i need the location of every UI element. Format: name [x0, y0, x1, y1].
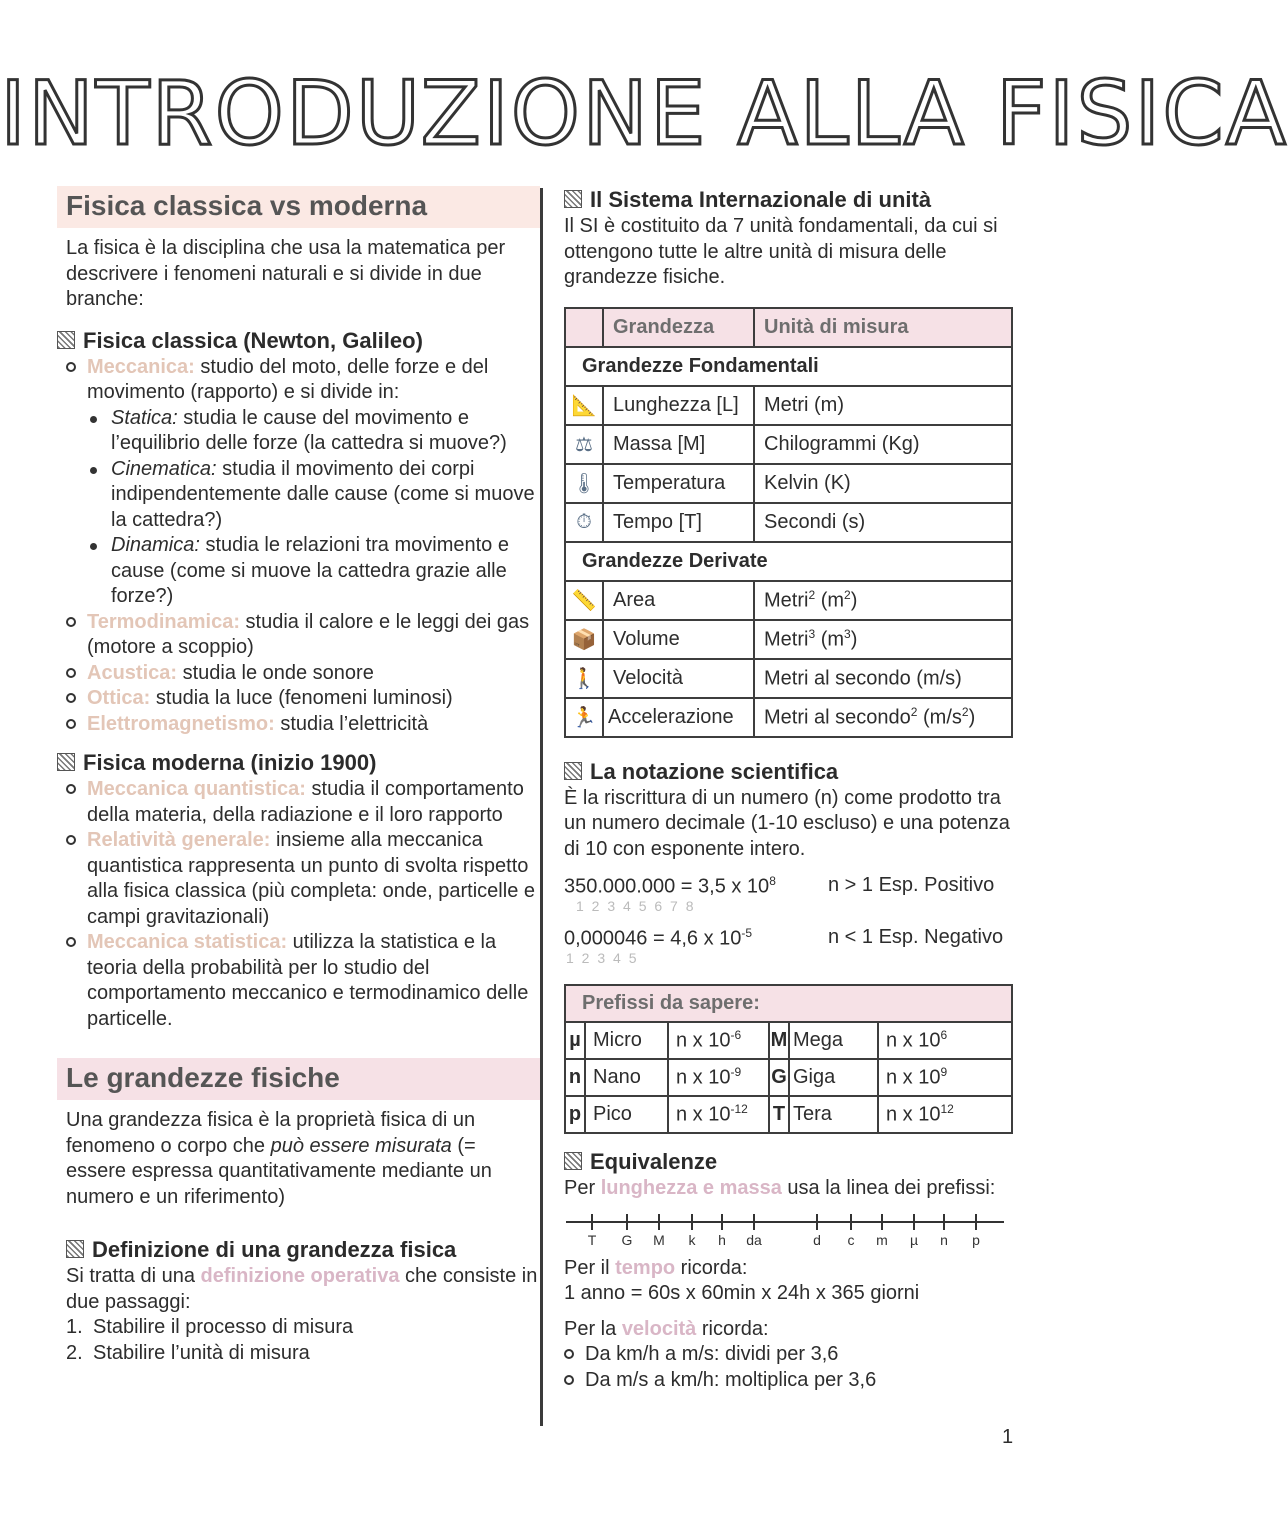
box-icon: 📦 [565, 620, 603, 659]
scale-label: G [621, 1231, 633, 1248]
scale-icon: ⚖ [565, 425, 603, 464]
example-positive-note: n > 1 Esp. Positivo [828, 874, 995, 896]
table-row: ⏱ Tempo [T] Secondi (s) [565, 503, 1012, 542]
column-divider [540, 188, 543, 1426]
subheading-definizione: Definizione di una grandezza fisica [57, 1236, 540, 1264]
page-number: 1 [1002, 1426, 1014, 1448]
scale-label: M [653, 1231, 665, 1248]
scale-label: m [876, 1231, 888, 1248]
square-icon [564, 1152, 582, 1170]
scale-label: k [688, 1231, 696, 1248]
list-item: Meccanica: studio del moto, delle forze e del movimento (rapporto) e si divide in: [57, 355, 540, 406]
square-icon [564, 762, 582, 780]
table-row: 📏 Area Metri$^2$ $(m^2)$ [565, 581, 1012, 620]
ruler-triangle-icon: 📐 [565, 386, 603, 425]
table-row: 📐 Lunghezza [L] Metri (m) [565, 386, 1012, 425]
stopwatch-icon: ⏱ [565, 503, 603, 542]
scale-label: µ [909, 1231, 919, 1248]
list-item: Statica: studia le cause del movimento e l’equilibrio delle forze (la cattedra si muove?) [57, 406, 540, 457]
list-item: Meccanica quantistica: studia il comportamento della materia, della radiazione e il loro rapporto [57, 777, 540, 828]
intro-text: La fisica è la disciplina che usa la matematica per descrivere i fenomeni naturali e si divide in due branche: [66, 237, 506, 310]
si-table [564, 307, 1013, 738]
square-icon [57, 753, 75, 771]
table-section-row: Grandezze Derivate [565, 542, 1012, 581]
walking-icon: 🚶 [565, 659, 603, 698]
example-negative: 0,000046 = 4,6 x $10^{-5}$ [564, 926, 753, 950]
scale-label: n [940, 1231, 948, 1248]
notazione-intro: È la riscrittura di un numero (n) come prodotto tra un numero decimale (1-10 escluso) e una potenza di 10 con esponente intero. [564, 786, 1010, 860]
section-heading-classica-moderna: Fisica classica vs moderna [57, 186, 540, 228]
table-row: 🏃 Accelerazione Metri al secondo$^2$ $(m/s^2)$ [565, 698, 1012, 737]
definizione-text: Si tratta di una definizione operativa che consiste in due passaggi: [66, 1265, 538, 1313]
digit-count: 1 2 3 4 5 6 7 8 [576, 898, 696, 914]
col-grandezza: Grandezza [603, 308, 754, 347]
subheading-notazione: La notazione scientifica [564, 758, 1019, 786]
table-header-row [565, 308, 1012, 347]
list-item: Elettromagnetismo: studia l’elettricità [57, 712, 540, 738]
subheading-fisica-classica: Fisica classica (Newton, Galileo) [57, 327, 540, 355]
scale-label: da [746, 1231, 762, 1248]
example-positive: 350.000.000 = 3,5 x $10^8$ [564, 874, 776, 898]
velocita-text: Per la velocità ricorda: [564, 1317, 769, 1340]
list-item: Termodinamica: studia il calore e le leggi dei gas (motore a scoppio) [57, 610, 540, 661]
square-icon [66, 1240, 84, 1258]
list-item: Ottica: studia la luce (fenomeni luminosi) [57, 686, 540, 712]
list-item: Cinematica: studia il movimento dei corpi indipendentemente dalle cause (come si muove la cattedra?) [57, 457, 540, 534]
section-heading-grandezze: Le grandezze fisiche [57, 1058, 540, 1100]
digit-count: 1 2 3 4 5 [566, 950, 639, 966]
step-item: 1. Stabilire il processo di misura [66, 1316, 354, 1338]
scale-label: h [718, 1231, 726, 1248]
velocita-list [564, 1342, 1019, 1393]
si-intro: Il SI è costituito da 7 unità fondamentali, da cui si ottengono tutte le altre unità di misura delle grandezze fisiche. [564, 215, 998, 288]
table-row: 🌡 Temperatura Kelvin (K) [565, 464, 1012, 503]
list-item: Da km/h a m/s: dividi per 3,6 [564, 1342, 1019, 1368]
page-title: INTRODUZIONE ALLA FISICA [0, 62, 1288, 165]
prefix-scale-svg [564, 1212, 1009, 1232]
table-section-row: Grandezze Fondamentali [565, 347, 1012, 386]
subheading-fisica-moderna: Fisica moderna (inizio 1900) [57, 749, 540, 777]
equiv-line-text: Per lunghezza e massa usa la linea dei prefissi: [564, 1177, 996, 1199]
table-row: 🚶 Velocità Metri al secondo (m/s) [565, 659, 1012, 698]
subheading-equivalenze: Equivalenze [564, 1148, 1019, 1176]
tempo-text: Per il tempo ricorda: [564, 1256, 748, 1279]
scale-label: p [972, 1231, 980, 1248]
sci-examples [564, 874, 1019, 974]
left-column [57, 186, 540, 1366]
tempo-equation: 1 anno = 60s x 60min x 24h x 365 giorni [564, 1282, 920, 1304]
list-item: Dinamica: studia le relazioni tra movimento e cause (come si muove la cattedra grazie alle forze?) [57, 533, 540, 610]
table-row: ⚖ Massa [M] Chilogrammi (Kg) [565, 425, 1012, 464]
table-header-row: Prefissi da sapere: [565, 985, 1012, 1022]
square-icon [57, 331, 75, 349]
example-negative-note: n < 1 Esp. Negativo [828, 926, 1004, 948]
col-unita: Unità di misura [754, 308, 1012, 347]
list-item: Da m/s a km/h: moltiplica per 3,6 [564, 1368, 1019, 1394]
moderna-list [57, 777, 540, 1032]
scale-label: T [587, 1231, 597, 1248]
square-icon [564, 190, 582, 208]
table-row: µ Micro n x $10^{-6}$ M Mega n x $10^6$ [565, 1022, 1012, 1059]
classica-list [57, 355, 540, 738]
thermometer-icon: 🌡 [565, 464, 603, 503]
list-item: Acustica: studia le onde sonore [57, 661, 540, 687]
right-column [564, 186, 1019, 1393]
table-row: n Nano n x $10^{-9}$ G Giga n x $10^9$ [565, 1059, 1012, 1096]
scale-label: c [847, 1231, 855, 1248]
ruler-icon: 📏 [565, 581, 603, 620]
grandezze-intro: Una grandezza fisica è la proprietà fisica di un fenomeno o corpo che può essere misurata (= essere espressa quantitativamente mediante un numero e un riferimento) [66, 1109, 492, 1208]
subheading-si: Il Sistema Internazionale di unità [564, 186, 1019, 214]
scale-label: d [813, 1231, 821, 1248]
table-row: 📦 Volume Metri$^3$ $(m^3)$ [565, 620, 1012, 659]
running-icon: 🏃 [565, 698, 603, 737]
list-item: Relatività generale: insieme alla meccanica quantistica rappresenta un punto di svolta rispetto alla fisica classica (più completa: onde, particelle e campi gravitazionali) [57, 828, 540, 930]
step-item: 2. Stabilire l’unità di misura [66, 1341, 310, 1364]
table-row: p Pico n x $10^{-12}$ T Tera n x $10^{12}$ [565, 1096, 1012, 1133]
prefix-table [564, 984, 1013, 1134]
list-item: Meccanica statistica: utilizza la statistica e la teoria della probabilità per lo studio del comportamento meccanico e termodinamico delle particelle. [57, 930, 540, 1032]
prefix-scale-line [564, 1212, 1019, 1256]
